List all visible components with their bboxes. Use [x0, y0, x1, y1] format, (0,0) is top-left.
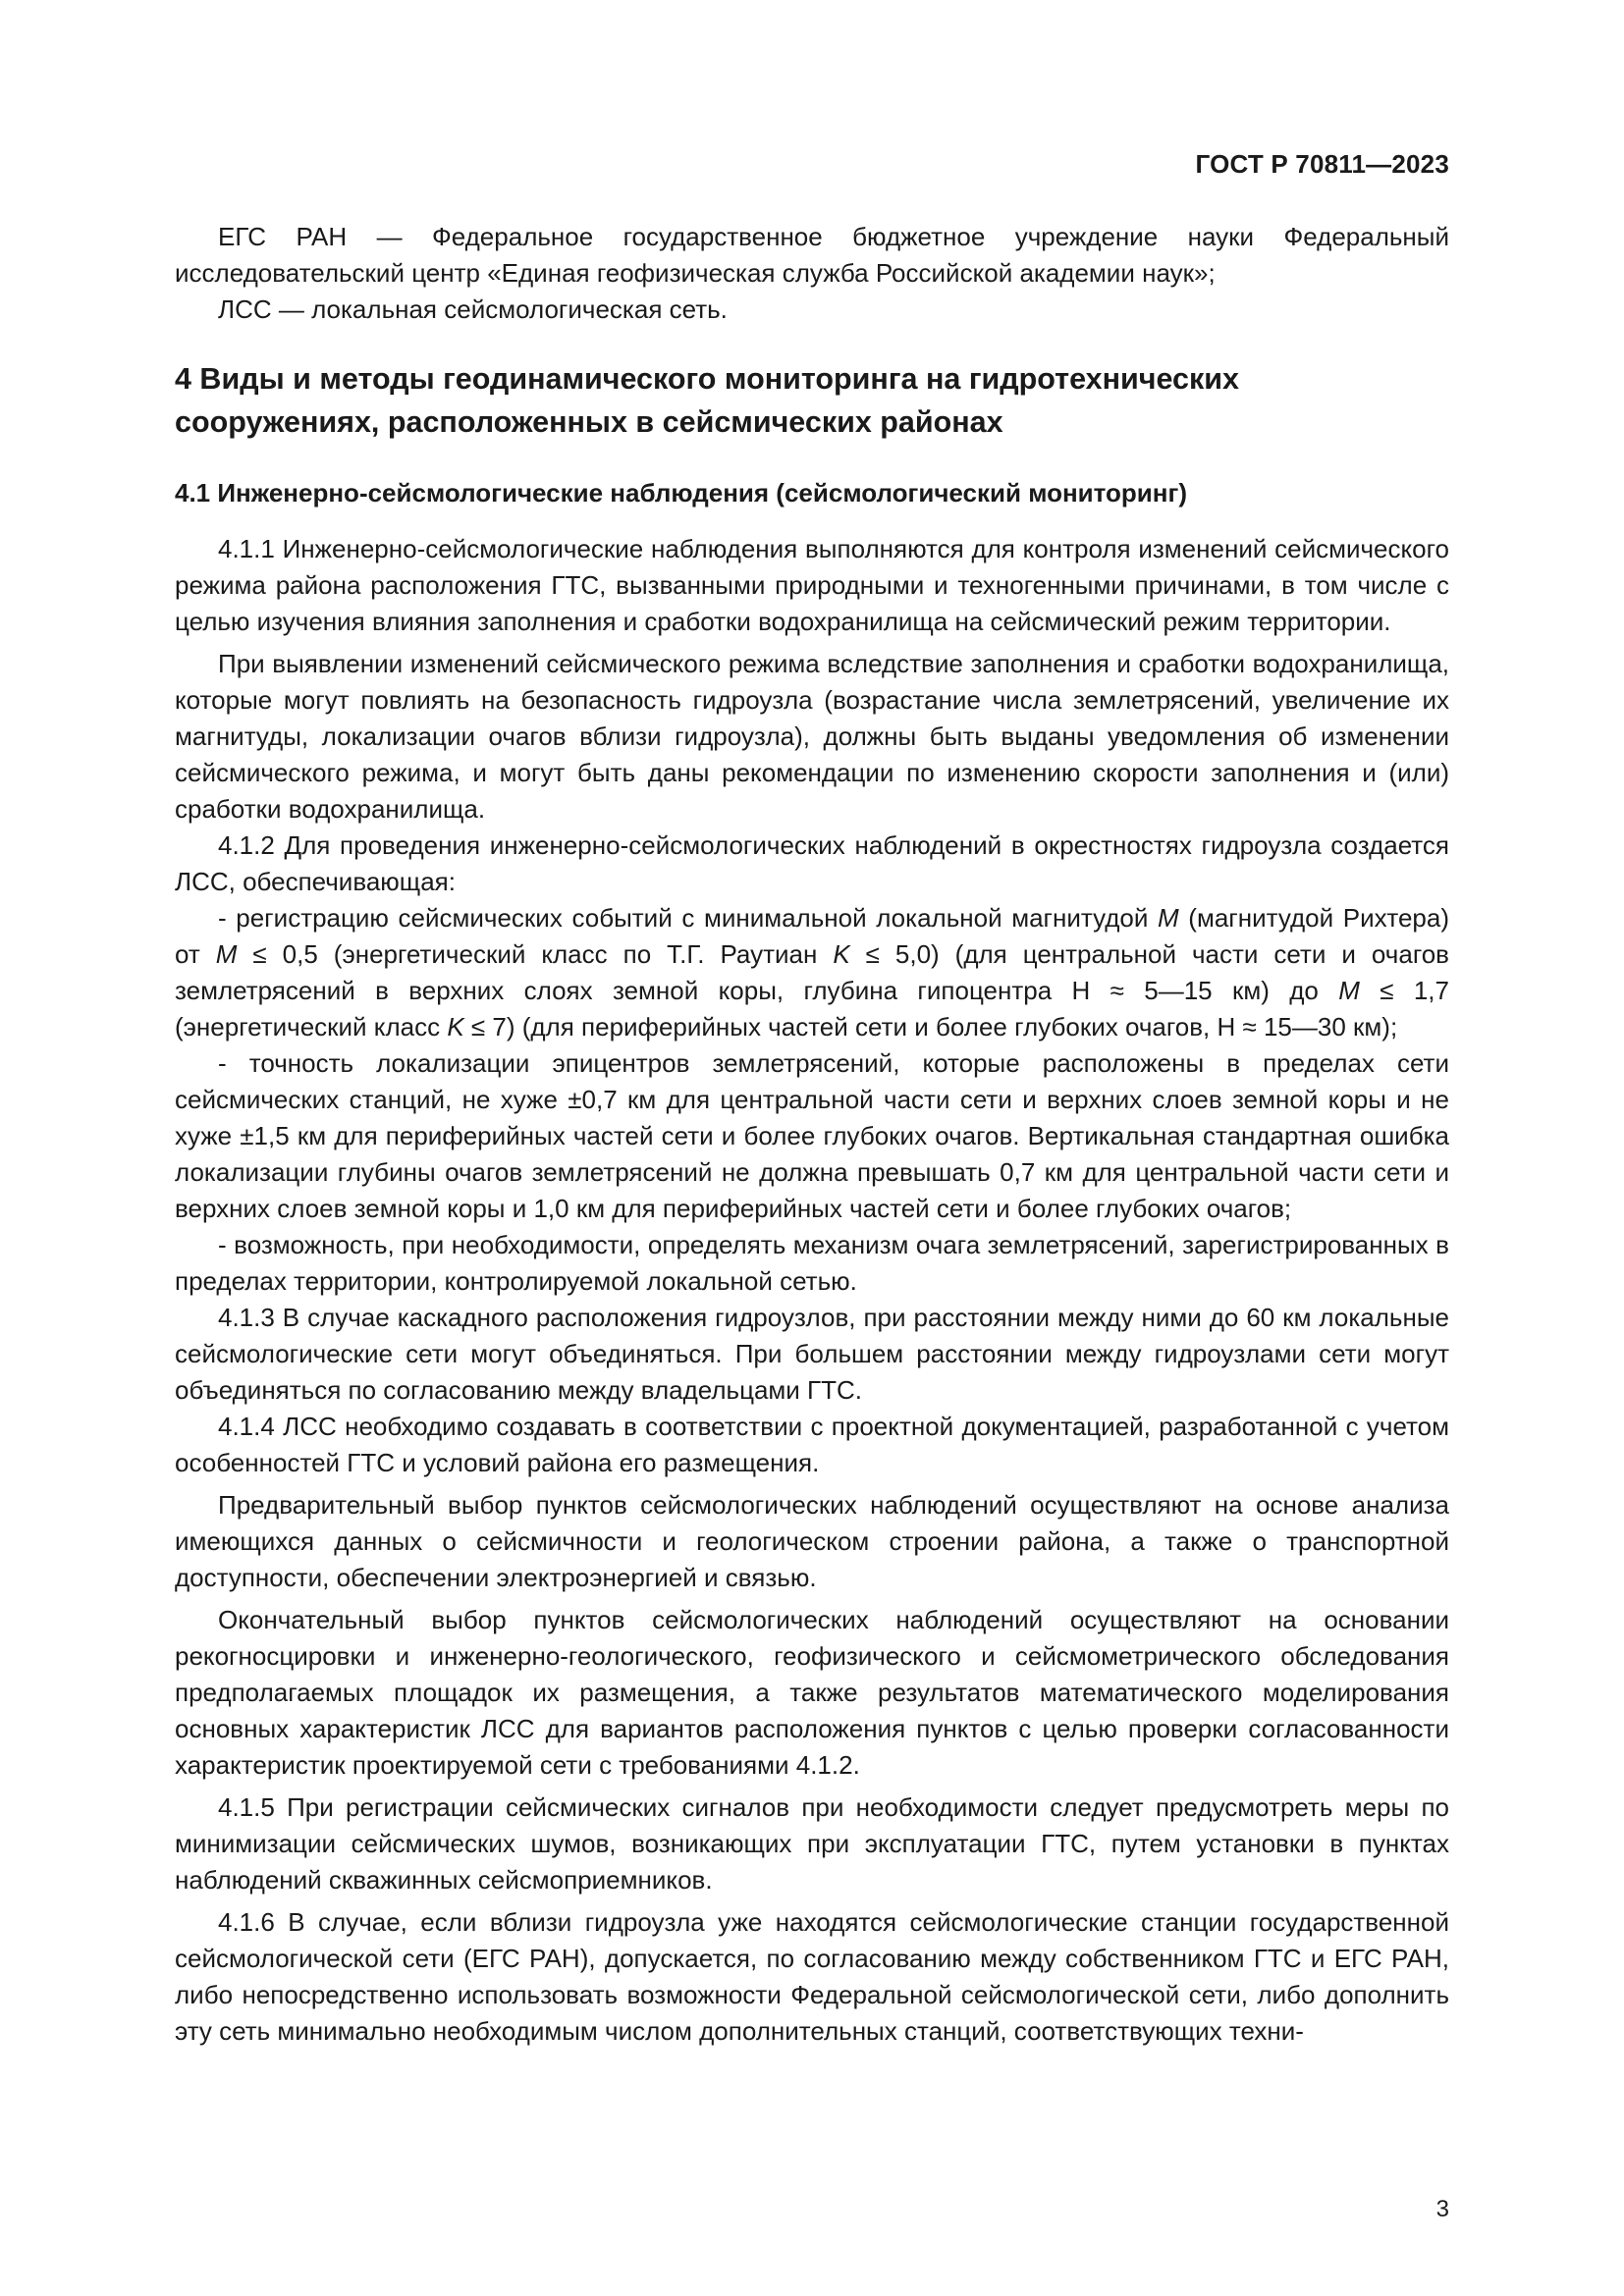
subsection-4-1-title: 4.1 Инженерно-сейсмологические наблюдения (сейсмологический мониторинг) — [175, 478, 1187, 507]
list-item-registration: - регистрацию сейсмических событий с минимальной локальной магнитудой M (магнитудой Рихтера) от M ≤ 0,5 (энергетический класс по Т.Г. Раутиан K ≤ 5,0) (для центральной части сети и очагов землетрясений в верхних слоях земной коры, глубина гипоцентра H ≈ 5—15 км) до M ≤ 1,7 (энергетический класс K ≤ 7) (для периферийных частей сети и более глубоких очагов, H ≈ 15—30 км); — [175, 903, 1449, 1041]
para-4-1-1-b: При выявлении изменений сейсмического режима вследствие заполнения и сработки водохранилища, которые могут повлиять на безопасность гидроузла (возрастание числа землетрясений, увеличение их магнитуды, локализации очагов вблизи гидроузла), должны быть выданы уведомления об изменении сейсмического режима, и могут быть даны рекомендации по изменению скорости заполнения и (или) сработки водохранилища. — [175, 649, 1449, 824]
para-4-1-3: 4.1.3 В случае каскадного расположения гидроузлов, при расстоянии между ними до 60 км локальные сейсмологические сети могут объединяться. При большем расстоянии между гидроузлами сети могут объединяться по согласованию между владельцами ГТС. — [175, 1303, 1449, 1405]
page-number: 3 — [1435, 2196, 1449, 2222]
para-4-1-2: 4.1.2 Для проведения инженерно-сейсмологических наблюдений в окрестностях гидроузла создается ЛСС, обеспечивающая: — [175, 830, 1449, 896]
para-4-1-4-b: Предварительный выбор пунктов сейсмологических наблюдений осуществляют на основе анализа имеющихся данных о сейсмичности и геологическом строении района, а также о транспортной доступности, обеспечении электроэнергией и связью. — [175, 1490, 1449, 1592]
para-4-1-5: 4.1.5 При регистрации сейсмических сигналов при необходимости следует предусмотреть меры по минимизации сейсмических шумов, возникающих при эксплуатации ГТС, путем установки в пунктах наблюдений скважинных сейсмоприемников. — [175, 1792, 1449, 1895]
abbrev-lss: ЛСС — локальная сейсмологическая сеть. — [218, 294, 728, 324]
abbrev-egs-ran: ЕГС РАН — Федеральное государственное бюджетное учреждение науки Федеральный исследовательский центр «Единая геофизическая служба Российской академии наук»; — [175, 222, 1449, 288]
page-content — [175, 219, 1449, 2050]
para-4-1-1: 4.1.1 Инженерно-сейсмологические наблюдения выполняются для контроля изменений сейсмического режима района расположения ГТС, вызванными природными и техногенными причинами, в том числе с целью изучения влияния заполнения и сработки водохранилища на сейсмический режим территории. — [175, 534, 1449, 636]
para-4-1-6: 4.1.6 В случае, если вблизи гидроузла уже находятся сейсмологические станции государственной сейсмологической сети (ЕГС РАН), допускается, по согласованию между собственником ГТС и ЕГС РАН, либо непосредственно использовать возможности Федеральной сейсмологической сети, либо дополнить эту сеть минимально необходимым числом дополнительных станций, соответствующих техни- — [175, 1907, 1449, 2046]
section-4-title: 4 Виды и методы геодинамического мониторинга на гидротехнических сооружениях, расположенных в сейсмических районах — [175, 362, 1240, 439]
para-4-1-4-c: Окончательный выбор пунктов сейсмологических наблюдений осуществляют на основании рекогносцировки и инженерно-геологического, геофизического и сейсмометрического обследования предполагаемых площадок их размещения, а также результатов математического моделирования основных характеристик ЛСС для вариантов расположения пунктов с целью проверки согласованности характеристик проектируемой сети с требованиями 4.1.2. — [175, 1605, 1449, 1780]
para-4-1-4: 4.1.4 ЛСС необходимо создавать в соответствии с проектной документацией, разработанной с учетом особенностей ГТС и условий района его размещения. — [175, 1412, 1449, 1477]
list-item-accuracy: - точность локализации эпицентров землетрясений, которые расположены в пределах сети сейсмических станций, не хуже ±0,7 км для центральной части сети и верхних слоев земной коры и не хуже ±1,5 км для периферийных частей сети и более глубоких очагов. Вертикальная стандартная ошибка локализации глубины очагов землетрясений не должна превышать 0,7 км для центральной части сети и верхних слоев земной коры и 1,0 км для периферийных частей сети и более глубоких очагов; — [175, 1048, 1449, 1223]
list-item-mechanism: - возможность, при необходимости, определять механизм очага землетрясений, зарегистрированных в пределах территории, контролируемой локальной сетью. — [175, 1230, 1449, 1296]
document-code: ГОСТ Р 70811—2023 — [1195, 149, 1449, 179]
